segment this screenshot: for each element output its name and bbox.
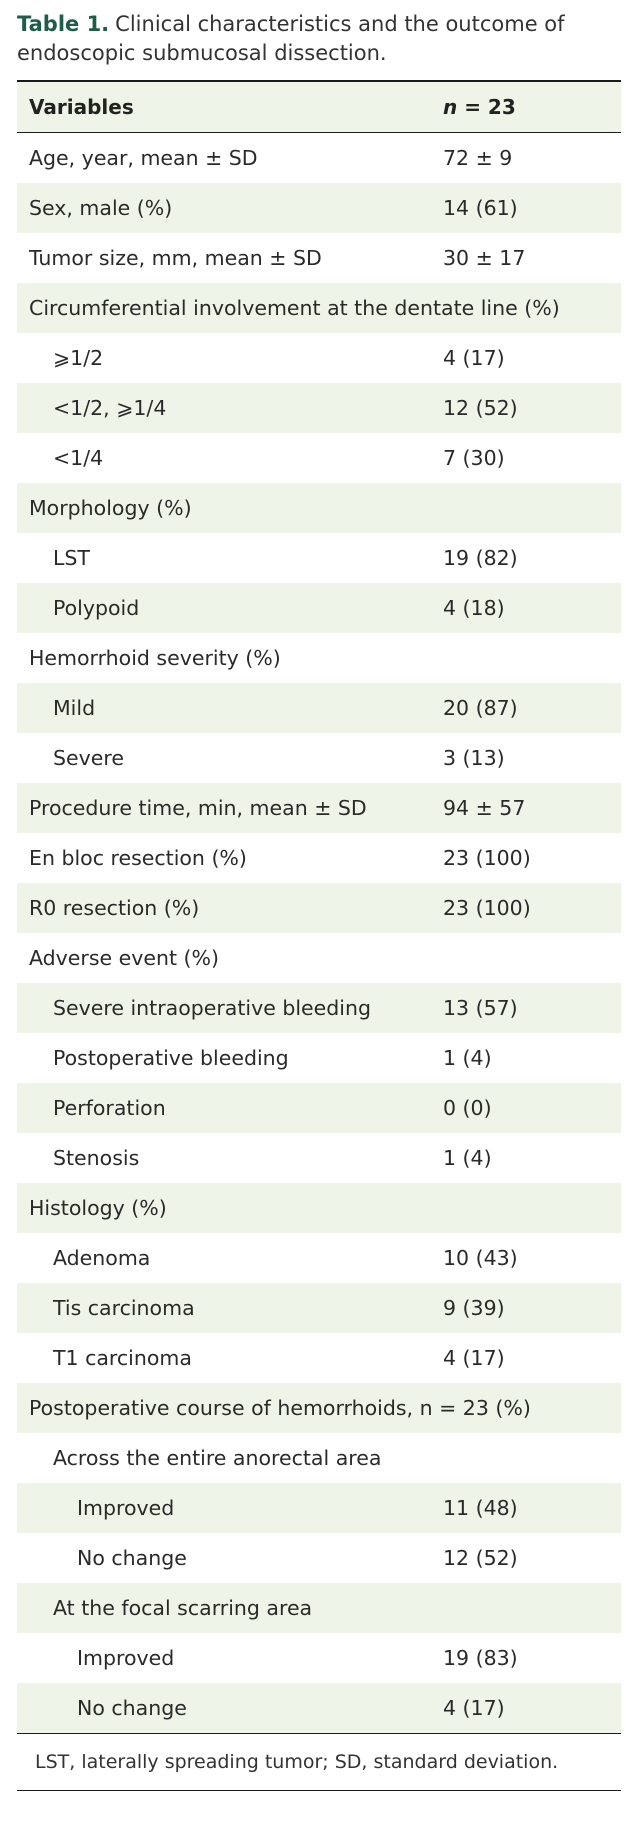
- table-row: [17, 1683, 621, 1733]
- row-label: Perforation: [53, 1096, 166, 1120]
- table-row: [17, 1183, 621, 1233]
- row-value: 4 (17): [443, 1346, 505, 1370]
- row-label: Polypoid: [53, 596, 140, 620]
- row-label: <1/2, ⩾1/4: [53, 396, 167, 420]
- caption-text: Clinical characteristics and the outcome of endoscopic submucosal dissection.: [17, 12, 565, 65]
- table-row: [17, 183, 621, 233]
- row-label: Adverse event (%): [29, 946, 220, 970]
- table-number: Table 1.: [17, 12, 110, 36]
- row-value: 30 ± 17: [443, 246, 526, 270]
- table-row: [17, 483, 621, 533]
- row-value: 9 (39): [443, 1296, 505, 1320]
- row-label: <1/4: [53, 446, 104, 470]
- header-variables: Variables: [29, 95, 134, 119]
- table-row: [17, 1483, 621, 1533]
- table-row: [17, 1583, 621, 1633]
- row-label: Tumor size, mm, mean ± SD: [29, 246, 322, 270]
- header-n: [443, 95, 621, 119]
- row-label: No change: [77, 1546, 187, 1570]
- row-label: T1 carcinoma: [53, 1346, 192, 1370]
- row-label: Stenosis: [53, 1146, 140, 1170]
- table-row: [17, 133, 621, 183]
- row-label: Improved: [77, 1496, 175, 1520]
- row-label: Severe: [53, 746, 124, 770]
- table-row: [17, 1533, 621, 1583]
- row-label: Severe intraoperative bleeding: [53, 996, 371, 1020]
- row-label: No change: [77, 1696, 187, 1720]
- table-caption: [17, 10, 627, 68]
- row-value: 23 (100): [443, 896, 531, 920]
- row-value: 10 (43): [443, 1246, 518, 1270]
- table-row: [17, 283, 621, 333]
- row-label: Adenoma: [53, 1246, 151, 1270]
- table-row: [17, 583, 621, 633]
- row-value: 13 (57): [443, 996, 518, 1020]
- row-value: 12 (52): [443, 1546, 518, 1570]
- row-label: Circumferential involvement at the dentate line (%): [29, 296, 560, 320]
- row-label: Mild: [53, 696, 96, 720]
- row-value: 3 (13): [443, 746, 505, 770]
- row-label: Across the entire anorectal area: [53, 1446, 382, 1470]
- clinical-characteristics-table: [17, 80, 621, 1791]
- row-label: En bloc resection (%): [29, 846, 247, 870]
- row-label: Age, year, mean ± SD: [29, 146, 258, 170]
- row-value: 7 (30): [443, 446, 505, 470]
- row-value: 1 (4): [443, 1146, 492, 1170]
- table-row: [17, 1283, 621, 1333]
- row-value: 4 (17): [443, 346, 505, 370]
- table-row: [17, 1133, 621, 1183]
- table-row: [17, 433, 621, 483]
- row-label: Hemorrhoid severity (%): [29, 646, 281, 670]
- row-label: Postoperative course of hemorrhoids, n = 23 (%): [29, 1396, 531, 1420]
- row-value: 19 (82): [443, 546, 518, 570]
- table-row: [17, 233, 621, 283]
- table-row: [17, 1433, 621, 1483]
- row-value: 1 (4): [443, 1046, 492, 1070]
- table-row: [17, 633, 621, 683]
- table-row: [17, 1383, 621, 1433]
- row-value: 20 (87): [443, 696, 518, 720]
- header-n-label: n: [443, 95, 458, 119]
- row-label: Morphology (%): [29, 496, 192, 520]
- table-row: [17, 333, 621, 383]
- row-label: Sex, male (%): [29, 196, 173, 220]
- row-label: LST: [53, 546, 90, 570]
- table-row: [17, 533, 621, 583]
- row-value: 4 (18): [443, 596, 505, 620]
- table-row: [17, 983, 621, 1033]
- table-row: [17, 733, 621, 783]
- table-row: [17, 683, 621, 733]
- table-row: [17, 1333, 621, 1383]
- footnote-text: LST, laterally spreading tumor; SD, standard deviation.: [35, 1751, 559, 1773]
- row-label: Improved: [77, 1646, 175, 1670]
- row-value: 4 (17): [443, 1696, 505, 1720]
- row-value: 12 (52): [443, 396, 518, 420]
- row-value: 72 ± 9: [443, 146, 513, 170]
- row-label: ⩾1/2: [53, 346, 104, 370]
- row-label: R0 resection (%): [29, 896, 200, 920]
- table-body: [17, 133, 621, 1733]
- row-value: 0 (0): [443, 1096, 492, 1120]
- row-value: 94 ± 57: [443, 796, 526, 820]
- row-label: At the focal scarring area: [53, 1596, 313, 1620]
- table-footnote: [17, 1733, 621, 1791]
- table-row: [17, 383, 621, 433]
- row-value: 14 (61): [443, 196, 518, 220]
- table-row: [17, 1233, 621, 1283]
- table-row: [17, 933, 621, 983]
- row-label: Procedure time, min, mean ± SD: [29, 796, 367, 820]
- table-row: [17, 1033, 621, 1083]
- table-row: [17, 783, 621, 833]
- row-label: Histology (%): [29, 1196, 167, 1220]
- header-n-value: = 23: [457, 95, 516, 119]
- table-row: [17, 1633, 621, 1683]
- row-label: Postoperative bleeding: [53, 1046, 289, 1070]
- row-label: Tis carcinoma: [53, 1296, 195, 1320]
- table-header-row: [17, 82, 621, 133]
- row-value: 19 (83): [443, 1646, 518, 1670]
- row-value: 23 (100): [443, 846, 531, 870]
- row-value: 11 (48): [443, 1496, 518, 1520]
- table-row: [17, 833, 621, 883]
- table-row: [17, 1083, 621, 1133]
- table-row: [17, 883, 621, 933]
